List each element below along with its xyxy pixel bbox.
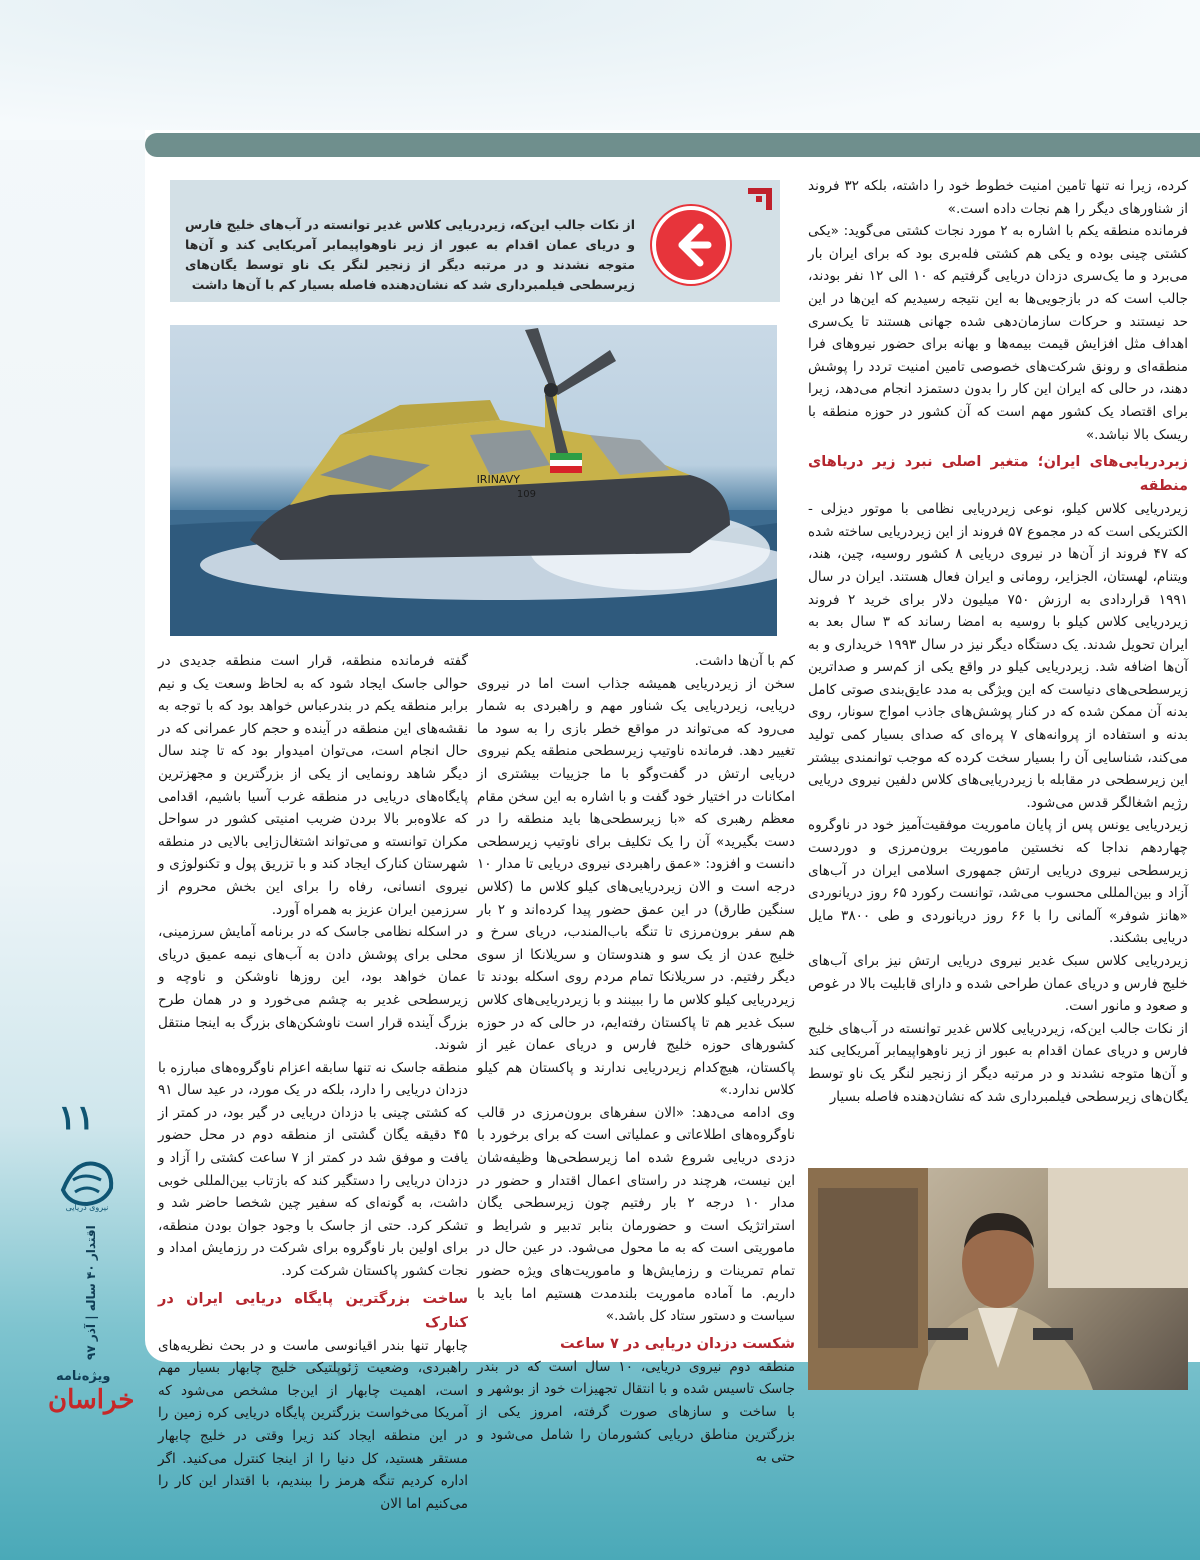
article-column-left [158, 650, 468, 1515]
hovercraft-photo [170, 325, 777, 636]
article-column-middle [477, 650, 795, 1469]
paragraph: زیردریایی یونس پس از پایان ماموریت موفقیت‌آمیز خود در ناوگروه چهاردهم نداجا که نخستین ماموریت برون‌مرزی و دوردست زیرسطحی نیروی دریایی ارتش جمهوری اسلامی ایران در آب‌های آزاد و بین‌المللی محسوب می‌شد، توانست رکورد ۶۵ روز دریانوردی «هانز شوفر» آلمانی را با ۶۶ روز دریانوردی و طی ۳۸۰۰ مایل دریایی بشکند. [808, 817, 1189, 947]
commander-portrait [808, 1168, 1188, 1390]
corner-mark-icon [748, 188, 772, 210]
page-number: ۱۱ [58, 1098, 95, 1138]
header-bar [145, 133, 1200, 157]
paragraph: منطقه جاسک نه تنها سابقه اعزام ناوگروه‌های مبارزه با دزدان دریایی را دارد، بلکه در یک مورد، در عید سال ۹۱ که کشتی چینی با دزدان دریایی در گیر بود، در کمتر از ۴۵ دقیقه یگان گشتی از منطقه دوم در محل حضور یافت و موفق شد در کمتر از ۷ ساعت کشتی را آزاد و دزدان دریایی را دستگیر کند که بازتاب بین‌المللی خوبی داشت، به گونه‌ای که سفیر چین شخصا حاضر شد و تشکر کرد. حتی از جاسک با وجود جوان بودن منطقه، برای اولین بار ناوگروه برای شرکت در رزمایش امداد و نجات کشور پاکستان شرکت کرد. [158, 1059, 468, 1280]
section-heading: ساخت بزرگترین پایگاه دریایی ایران در کنارک [158, 1290, 468, 1331]
hull-marking-text: IRINAVY [476, 473, 520, 486]
page-background-top [0, 0, 1200, 140]
paragraph: کم با آن‌ها داشت. [694, 653, 795, 669]
section-heading: زیردریایی‌های ایران؛ متغیر اصلی نبرد زیر دریاهای منطقه [808, 454, 1188, 495]
paragraph: چابهار تنها بندر اقیانوسی ماست و در بحث نظریه‌های راهبردی، وضعیت ژئوپلتیکی خلیج چابهار بسیار مهم است، اهمیت چابهار از این‌جا مشخص می‌شود که آمریکا می‌خواست بزرگترین پایگاه دریایی کره زمین را در این منطقه ایجاد کند زیرا وقتی در خلیج چابهار مستقر هستید، کل دنیا را از اینجا کنترل می‌کنید. اگر اداره کردیم تنگه هرمز را ببندیم، با اقتدار این کار را می‌کنیم اما الان [158, 1337, 468, 1512]
issue-info: اقتدار ۴۰ ساله | آذر ۹۷ [84, 1225, 98, 1360]
paragraph: کرده، زیرا نه تنها تامین امنیت خطوط خود را داشته، بلکه ۳۲ فروند از شناورهای دیگر را هم نجات داده است.» [808, 178, 1188, 217]
navy-logo [55, 1150, 120, 1212]
hull-number-text: 109 [516, 489, 536, 500]
section-heading: شکست دزدان دریایی در ۷ ساعت [559, 1335, 795, 1352]
paragraph: منطقه دوم نیروی دریایی، ۱۰ سال است که در بندر جاسک تاسیس شده و با انتقال تجهیزات خود از بوشهر و با ساخت و سازهای صورت گرفته، امروز یکی از بزرگترین مناطق دریایی کشورمان را شامل می‌شود و حتی به [477, 1358, 795, 1466]
left-arrow-icon [652, 206, 730, 284]
article-column-right [808, 175, 1188, 1108]
paragraph: از نکات جالب این‌که، زیردریایی کلاس غدیر توانسته در آب‌های خلیج فارس و دریای عمان اقدام به عبور از زیر ناوهواپیمابر آمریکایی کند و آن‌ها متوجه نشدند و در مرتبه دیگر از زنجیر لنگر یک ناو توسط یگان‌های زیرسطحی فیلمبرداری شد که نشان‌دهنده فاصله بسیار [808, 1020, 1188, 1105]
paragraph: گفته فرمانده منطقه، قرار است منطقه جدیدی در حوالی جاسک ایجاد شود که به لحاظ وسعت یک و نیم برابر منطقه یکم در بندرعباس خواهد بود که با توجه به نقشه‌های این منطقه در آینده و حجم کار عمرانی که در حال انجام است، می‌توان امیدوار بود که تا چند سال دیگر شاهد رونمایی از یکی از بزرگترین و مجهزترین پایگاه‌های دریایی در منطقه غرب آسیا باشیم، اقدامی که علاوه‌بر بالا بردن ضریب امنیتی کشور در سواحل مکران توانسته و می‌تواند اشتغال‌زایی بالایی در منطقه شهرستان کنارک ایجاد کند و با تزریق پول و تکنولوژی و نیروی انسانی، رفاه را برای این بخش محروم از سرزمین ایران عزیز به همراه آورد. [158, 653, 468, 918]
paragraph: وی ادامه می‌دهد: «الان سفرهای برون‌مرزی در قالب ناوگروه‌های اطلاعاتی و عملیاتی است که برای برخورد با دزدی دریایی شروع شده اما زیرسطحی‌ها وظیفه‌شان این نیست، هرچند در راستای اعمال اقتدار و حضور در مدار ۱۰ درجه ۲ بار رفتیم چون زیرسطحی یگان استراتژیک است و حضورمان بنابر تدبیر و شرایط و ماموریتی است که به ما محول می‌شود. در عین حال در تمام تمرینات و رزمایش‌ها و ماموریت‌های ویژه حضور داریم. ما آماده ماموریت بلندمدت هستیم اما باید با سیاست و دستور ستاد کل باشد.» [477, 1104, 795, 1325]
paragraph: فرمانده منطقه یکم با اشاره به ۲ مورد نجات کشتی می‌گوید: «یکی کشتی چینی بوده و یکی هم کشتی فله‌بری بود که برای ایران بار می‌برد و ما یک‌سری دزدان دریایی گرفتیم که ۱۰ الی ۱۲ نفر بودند، جالب است که در بازجویی‌ها به این نتیجه رسیدیم که این‌ها در این حد نیستند و حرکات سازمان‌دهی شده جهانی هستند تا یک‌سری اهداف مثل افزایش قیمت بیمه‌ها و بهانه برای حضور نیروهای فرا منطقه‌ای و رونق شرکت‌های خصوصی تامین امنیت تردد را پوشش دهند، در حالی که ایران این کار را بدون دستمزد انجام می‌دهد، زیرا برای اقتصاد یک کشور مهم است که آن کشور در حوزه منطقه با ریسک بالا نباشد.» [808, 223, 1188, 443]
paragraph: زیردریایی کلاس سبک غدیر نیروی دریایی ارتش نیز برای آب‌های خلیج فارس و دریای عمان طراحی شده و دارای قابلیت بالا در غوص و صعود و مانور است. [808, 953, 1188, 1015]
pull-quote-text: از نکات جالب این‌که، زیردریایی کلاس غدیر توانسته در آب‌های خلیج فارس و دریای عمان اقدام به عبور از زیر ناوهواپیمابر آمریکایی کند و آن‌ها متوجه نشدند و در مرتبه دیگر از زنجیر لنگر یک ناو توسط یگان‌های زیرسطحی فیلمبرداری شد که نشان‌دهنده فاصله بسیار کم با آن‌ها داشت [185, 217, 635, 292]
special-issue-label: ویژه‌نامه [56, 1369, 111, 1384]
logo-text: نیروی دریایی [65, 1203, 109, 1212]
brand-logo: خراسان [48, 1385, 135, 1415]
pull-quote-box [170, 180, 780, 302]
paragraph: سخن از زیردریایی همیشه جذاب است اما در نیروی دریایی، زیردریایی یک شناور مهم و راهبردی به شمار می‌رود که می‌تواند در مواقع خطر بازی را به سود ما تغییر دهد. فرمانده ناوتیپ زیرسطحی منطقه یکم نیروی دریایی ارتش در گفت‌وگو با ما جزییات بیشتری از امکانات در اختیار خود گفت و با اشاره به این سخن مقام معظم رهبری که «با زیرسطحی‌ها باید منطقه را در دست بگیرید» آن را یک تکلیف برای ناوتیپ زیرسطحی دانست و افزود: «عمق راهبردی نیروی دریایی تا مدار ۱۰ درجه است و الان زیردریایی‌های کیلو کلاس ما (کلاس سنگین طارق) در این عمق حضور پیدا کرده‌اند و ۲ بار هم سفر برون‌مرزی تا تنگه باب‌المندب، دریای سرخ و خلیج عدن از یک سو و هندوستان و سریلانکا از سوی دیگر رفتیم. در سریلانکا تمام مردم روی اسکله بودند تا زیردریایی کیلو کلاس ما را ببینند و با زیردریایی‌های کلاس سبک غدیر هم تا پاکستان رفته‌ایم، در حالی که در حوزه کشورهای حوزه خلیج فارس و دریای عمان غیر از پاکستان، هیچ‌کدام زیردریایی ندارند و پاکستان هم کیلو کلاس ندارد.» [477, 675, 795, 1099]
paragraph: در اسکله نظامی جاسک که در برنامه آمایش سرزمینی، محلی برای پوشش دادن به آب‌های نیمه عمیق دریای عمان خواهد بود، این روزها ناوشکن و ناوچه و زیرسطحی غدیر به چشم می‌خورد و در همان طرح بزرگ آینده قرار است ناوشکن‌های بزرگ به اینجا منتقل شوند. [158, 924, 468, 1054]
paragraph: زیردریایی کلاس کیلو، نوعی زیردریایی نظامی با موتور دیزلی - الکتریکی است که در مجموع ۵۷ فروند از این زیردریایی ساخته شده که ۴۷ فروند از آن‌ها در نیروی دریایی ۸ کشور روسیه، چین، هند، ویتنام، لهستان، الجزایر، رومانی و ایران فعال هستند. ایران در سال ۱۹۹۱ قراردادی به ارزش ۷۵۰ میلیون دلار برای خرید ۲ فروند زیردریایی کلاس کیلو با روسیه به امضا رساند که ۳ سال بعد به ایران تحویل شدند. یک دستگاه دیگر نیز در سال ۱۹۹۳ خریداری و به آن‌ها اضافه شد. زیردریایی کیلو در واقع یکی از کم‌سر و صداترین زیرسطحی‌های دنیاست که این ویژگی به مدد عایق‌بندی صوتی کامل بدنه آن ممکن شده که در کنار پوشش‌های جاذب امواج سونار، روی بدنه و استفاده از پروانه‌های ۷ پره‌ای که صدای بسیار کمی تولید می‌کند، شناسایی آن را بسیار سخت کرده که موجب توانمندی بیشتر این زیرسطحی در مقابله با زیردریایی‌های کلاس دلفین نیروی دریایی رژیم اشغالگر قدس می‌شود. [808, 501, 1188, 811]
